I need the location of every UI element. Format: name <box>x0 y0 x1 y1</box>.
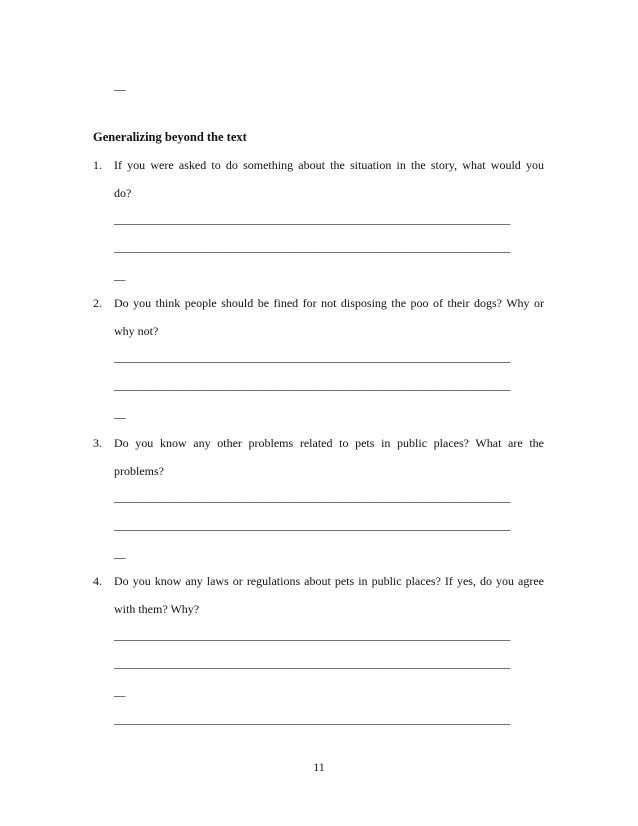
question-4-answer-line-2: ________________________________________________________________________ <box>114 656 510 670</box>
question-4-answer-line-1: ________________________________________________________________________ <box>114 628 510 642</box>
question-4-text-line-2: with them? Why? <box>114 602 200 616</box>
question-2-answer-line-1: ________________________________________________________________________ <box>114 350 510 364</box>
question-2-answer-line-2: ________________________________________________________________________ <box>114 378 510 392</box>
question-2-number: 2. <box>93 296 102 310</box>
question-1-number: 1. <box>93 158 102 172</box>
question-4-text-line-1: Do you know any laws or regulations about pets in public places? If yes, do you agree <box>114 574 544 588</box>
question-4-answer-line-3: __ <box>114 684 125 698</box>
question-2-text-line-1: Do you think people should be fined for not disposing the poo of their dogs? Why or <box>114 296 544 310</box>
question-3-text-line-2: problems? <box>114 464 164 478</box>
answer-line-continuation: __ <box>114 78 125 92</box>
section-heading: Generalizing beyond the text <box>93 130 247 144</box>
question-2-answer-line-3: __ <box>114 406 125 420</box>
question-4-number: 4. <box>93 574 102 588</box>
question-3-number: 3. <box>93 436 102 450</box>
question-3-answer-line-1: ________________________________________________________________________ <box>114 490 510 504</box>
question-1-text-line-2: do? <box>114 186 132 200</box>
question-2-text-line-2: why not? <box>114 324 159 338</box>
question-3-answer-line-3: __ <box>114 546 125 560</box>
question-1-answer-line-2: ________________________________________________________________________ <box>114 240 510 254</box>
question-4-answer-line-4: ________________________________________________________________________ <box>114 712 510 726</box>
page-number: 11 <box>313 760 325 774</box>
question-1-answer-line-1: ________________________________________________________________________ <box>114 212 510 226</box>
question-1-answer-line-3: __ <box>114 268 125 282</box>
question-3-text-line-1: Do you know any other problems related to pets in public places? What are the <box>114 436 544 450</box>
question-1-text-line-1: If you were asked to do something about the situation in the story, what would you <box>114 158 544 172</box>
question-3-answer-line-2: ________________________________________________________________________ <box>114 518 510 532</box>
